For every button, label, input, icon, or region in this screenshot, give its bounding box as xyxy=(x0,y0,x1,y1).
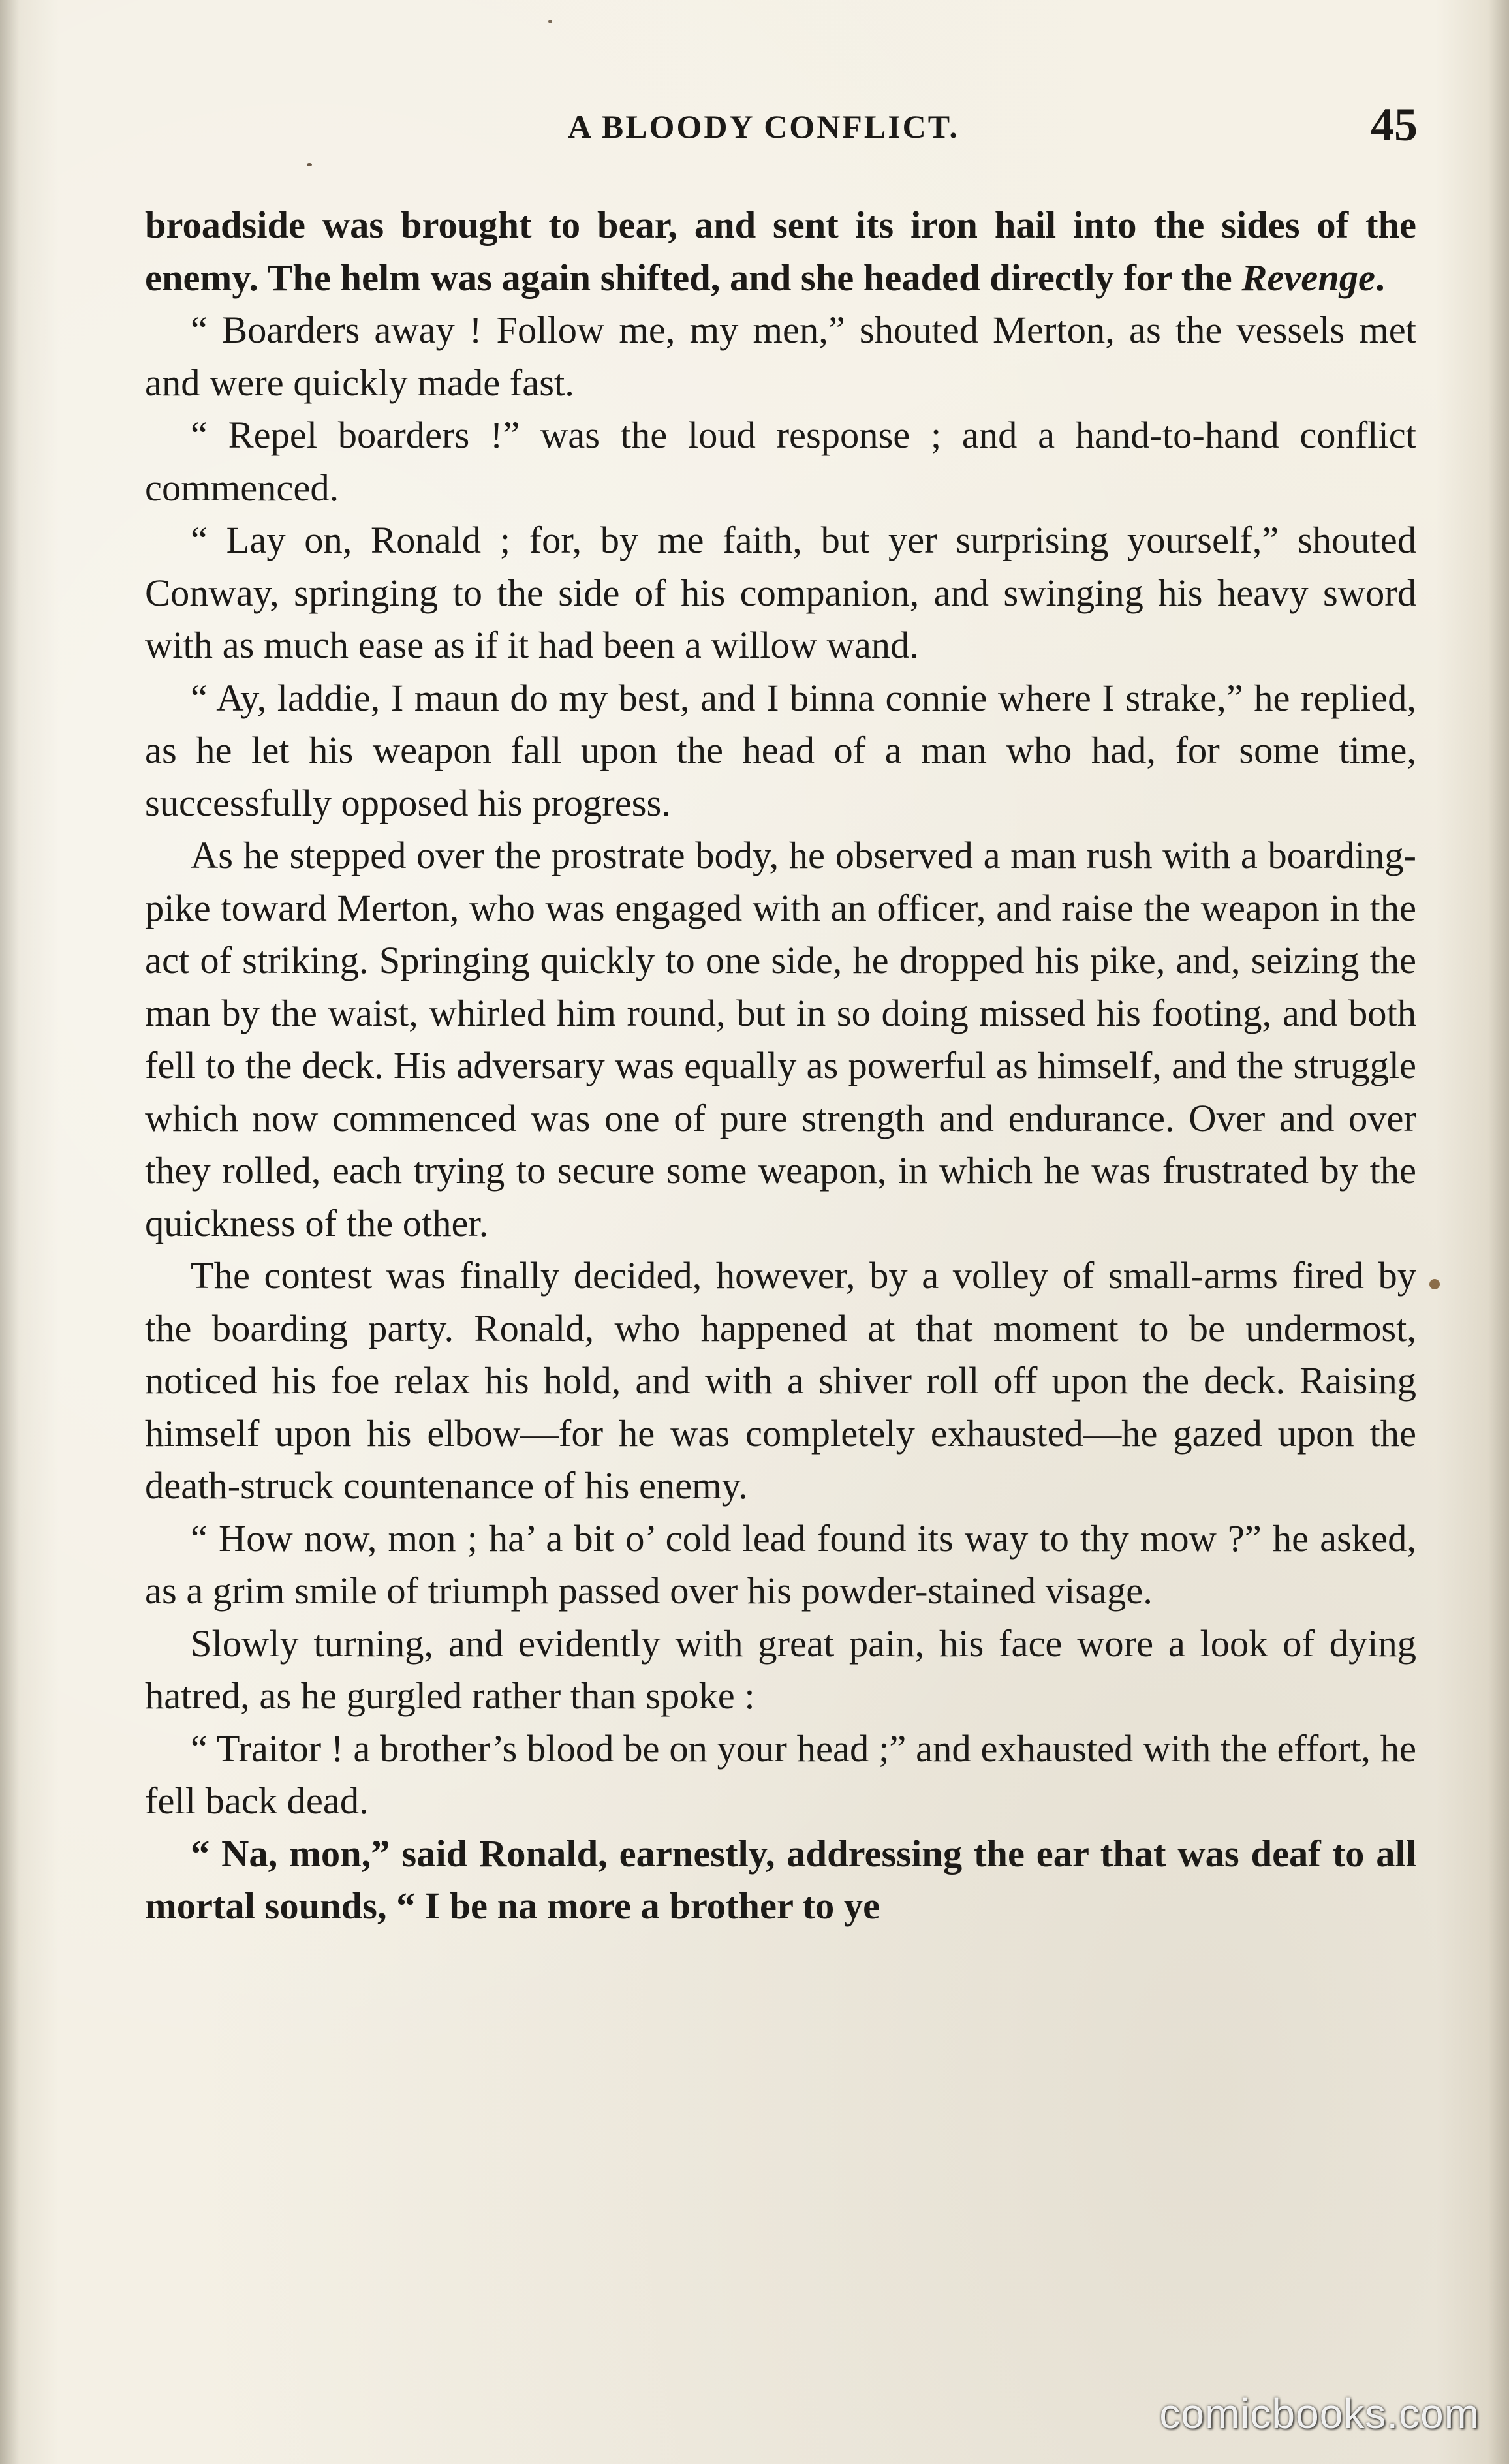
page-header xyxy=(0,98,1509,157)
paragraph-11: “ Na, mon,” said Ronald, earnestly, addressing the ear that was deaf to all mortal sounds, “ I be na more a brother to ye xyxy=(145,1832,1416,1927)
ship-name: Revenge xyxy=(1241,256,1376,299)
paper-speck xyxy=(1429,1279,1440,1289)
page-number: 45 xyxy=(1371,99,1418,151)
paragraph-7: The contest was finally decided, however, by a volley of small-arms fired by the boarding party. Ronald, who happened at that moment to be undermost, noticed his foe relax his hold, and with a shiver roll off upon the deck. Raising himself upon his elbow—for he was completely exhausted—he gazed upon the death-struck countenance of his enemy. xyxy=(145,1254,1416,1507)
paragraph-1-end: . xyxy=(1375,256,1385,299)
paragraph-2: “ Boarders away ! Follow me, my men,” shouted Merton, as the vessels met and were quickly made fast. xyxy=(145,309,1416,404)
paragraph-9: Slowly turning, and evidently with great pain, his face wore a look of dying hatred, as he gurgled rather than spoke : xyxy=(145,1622,1416,1717)
paragraph-5: “ Ay, laddie, I maun do my best, and I binna connie where I strake,” he replied, as he let his weapon fall upon the head of a man who had, for some time, successfully opposed his progress. xyxy=(145,676,1416,824)
paragraph-4: “ Lay on, Ronald ; for, by me faith, but yer surprising yourself,” shouted Conway, springing to the side of his companion, and swinging his heavy sword with as much ease as if it had been a willow wand. xyxy=(145,519,1416,666)
body-text xyxy=(145,199,1416,1933)
paper-speck xyxy=(307,163,312,166)
paragraph-1-text: broadside was brought to bear, and sent its iron hail into the sides of the enemy. The helm was again shifted, and she headed directly for the xyxy=(145,204,1416,299)
paper-speck xyxy=(548,20,552,23)
paragraph-8: “ How now, mon ; ha’ a bit o’ cold lead found its way to thy mow ?” he asked, as a grim smile of triumph passed over his powder-stained visage. xyxy=(145,1517,1416,1612)
paragraph-6: As he stepped over the prostrate body, he observed a man rush with a boarding-pike toward Merton, who was engaged with an officer, and raise the weapon in the act of striking. Springing quickly to one side, he dropped his pike, and, seizing the man by the waist, whirled him round, but in so doing missed his footing, and both fell to the deck. His adversary was equally as powerful as himself, and the struggle which now commenced was one of pure strength and endurance. Over and over they rolled, each trying to secure some weapon, in which he was frustrated by the quickness of the other. xyxy=(145,834,1416,1244)
watermark-logo: comicbooks.com xyxy=(1159,2390,1480,2437)
running-head: A BLOODY CONFLICT. xyxy=(568,108,959,145)
paragraph-1 xyxy=(145,199,1416,304)
paragraph-10: “ Traitor ! a brother’s blood be on your head ;” and exhausted with the effort, he fell back dead. xyxy=(145,1727,1416,1822)
paragraph-3: “ Repel boarders !” was the loud response ; and a hand-to-hand conflict commenced. xyxy=(145,414,1416,509)
